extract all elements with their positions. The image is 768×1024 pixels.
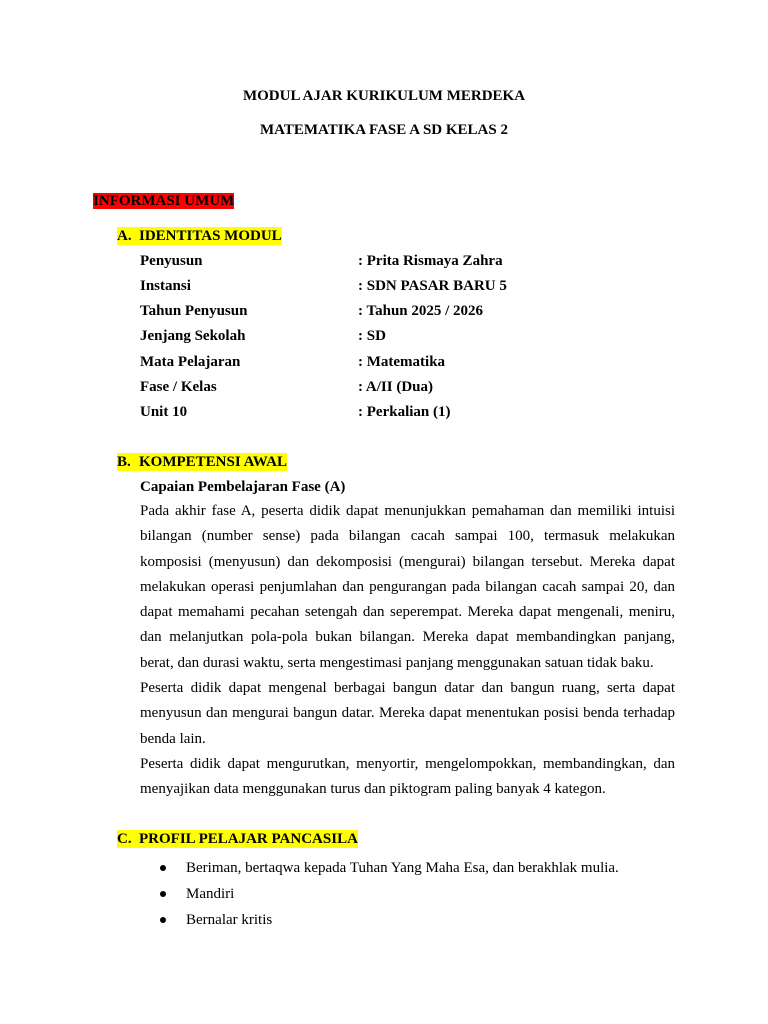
bullet-icon: [160, 917, 166, 923]
row-label: Mata Pelajaran: [140, 354, 241, 370]
row-label: Unit 10: [140, 404, 188, 420]
paragraph: Pada akhir fase A, peserta didik dapat menunjukkan pemahaman dan memiliki intuisi bilangan (number sense) pada bilangan cacah sampai 100, termasuk melakukan komposisi (menyusun) dan dekomposisi (mengurai) bilangan tersebut. Mereka dapat melakukan operasi penjumlahan dan pengurangan pada bilangan cacah sampai 20, dan dapat memahami pecahan setengah dan seperempat. Mereka dapat mengenali, meniru, dan melanjutkan pola-pola bukan bilangan. Mereka dapat membandingkan panjang, berat, dan durasi waktu, serta mengestimasi panjang menggunakan satuan tidak baku.: [140, 503, 675, 671]
row-label: Penyusun: [140, 253, 203, 269]
section-letter: B.: [117, 454, 131, 470]
section-informasi-umum: INFORMASI UMUM: [93, 193, 235, 209]
row-value: : Matematika: [358, 354, 446, 370]
row-value: : Prita Rismaya Zahra: [358, 253, 503, 269]
list-item-text: Mandiri: [186, 886, 235, 902]
section-b-heading: [117, 453, 287, 471]
list-item: [160, 855, 619, 881]
profil-list: [160, 855, 619, 933]
row-label: Tahun Penyusun: [140, 303, 248, 319]
section-letter: C.: [117, 831, 132, 847]
list-item: [160, 881, 619, 907]
capaian-text: [140, 499, 675, 803]
paragraph: Peserta didik dapat mengenal berbagai bangun datar dan bangun ruang, serta dapat menyusun dan mengurai bangun datar. Mereka dapat menentukan posisi benda terhadap benda lain.: [140, 680, 675, 747]
document-subtitle: MATEMATIKA FASE A SD KELAS 2: [260, 122, 508, 138]
section-letter: A.: [117, 228, 132, 244]
list-item-text: Beriman, bertaqwa kepada Tuhan Yang Maha Esa, dan berakhlak mulia.: [186, 860, 619, 876]
section-title: IDENTITAS MODUL: [139, 228, 282, 244]
document-title: MODUL AJAR KURIKULUM MERDEKA: [242, 88, 526, 104]
row-value: : SD: [358, 328, 386, 344]
row-value: : Perkalian (1): [358, 404, 451, 420]
list-item-text: Bernalar kritis: [186, 912, 273, 928]
row-label: Fase / Kelas: [140, 379, 217, 395]
paragraph: Peserta didik dapat mengurutkan, menyortir, mengelompokkan, membandingkan, dan menyajikan data menggunakan turus dan piktogram paling banyak 4 kategon.: [140, 755, 675, 798]
section-title: PROFIL PELAJAR PANCASILA: [139, 831, 358, 847]
list-item: [160, 907, 619, 933]
row-value: : Tahun 2025 / 2026: [358, 303, 484, 319]
bullet-icon: [160, 891, 166, 897]
section-c-heading: [117, 830, 358, 848]
row-label: Jenjang Sekolah: [140, 328, 246, 344]
capaian-subheading: Capaian Pembelajaran Fase (A): [140, 479, 346, 495]
section-a-heading: [117, 227, 282, 245]
section-title: KOMPETENSI AWAL: [139, 454, 287, 470]
row-label: Instansi: [140, 278, 191, 294]
row-value: : A/II (Dua): [358, 379, 434, 395]
row-value: : SDN PASAR BARU 5: [358, 278, 507, 294]
bullet-icon: [160, 865, 166, 871]
